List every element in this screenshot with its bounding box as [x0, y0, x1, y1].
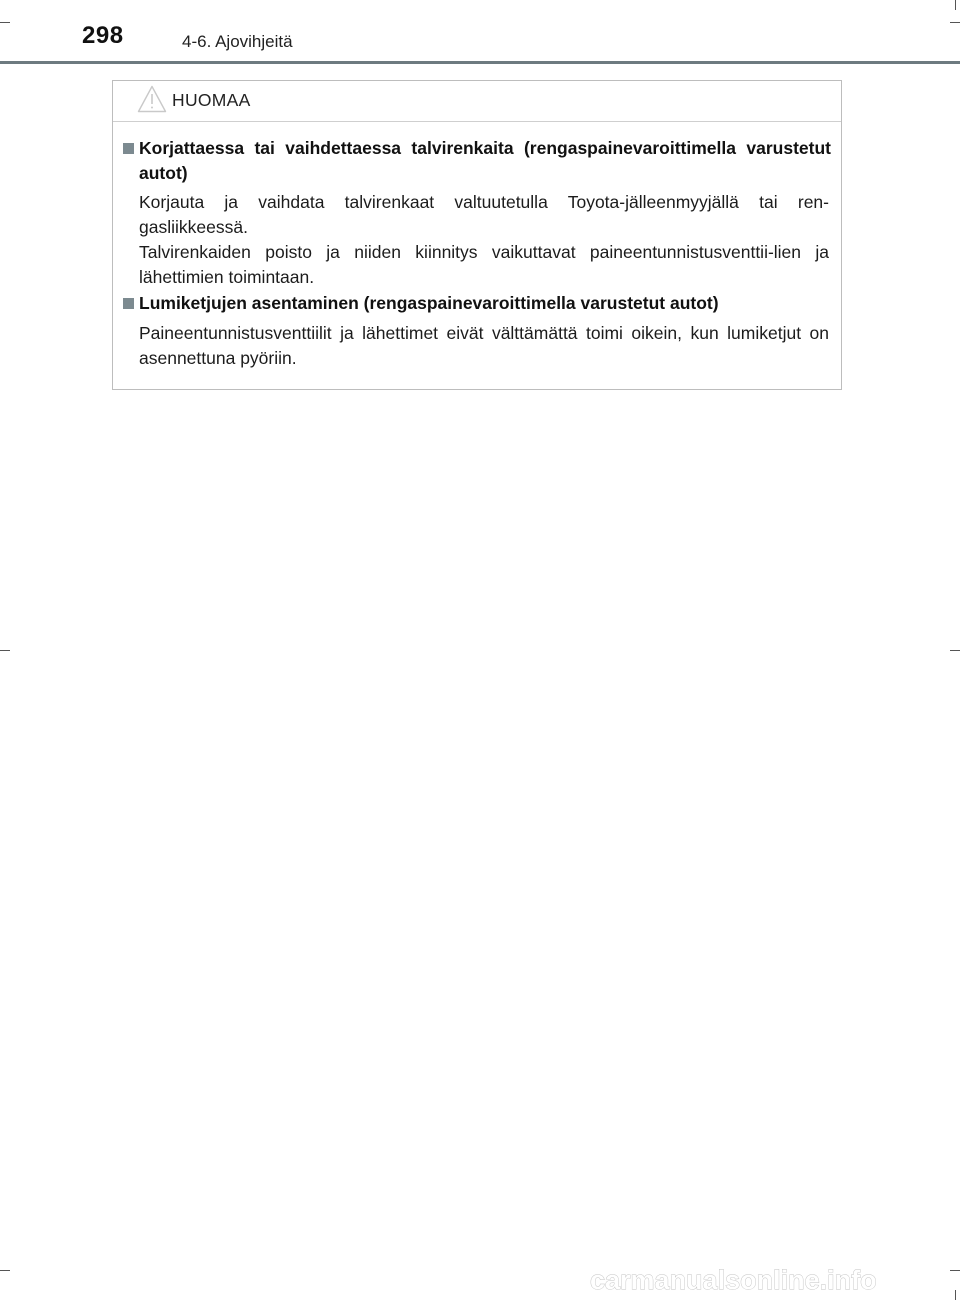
notice-box	[112, 80, 842, 390]
item-body: Paineentunnistusventtiilit ja lähettimet eivät välttämättä toimi oikein, kun lumiketjut on asennettuna pyöriin.	[139, 323, 829, 368]
square-bullet-icon	[123, 143, 134, 154]
crop-mark	[955, 1290, 956, 1300]
crop-mark	[0, 1270, 10, 1271]
header-rule	[0, 61, 960, 64]
watermark-text: carmanualsonline.info	[590, 1265, 877, 1295]
notice-label: HUOMAA	[172, 90, 251, 110]
crop-mark	[0, 650, 10, 651]
watermark	[590, 1262, 955, 1298]
item-heading: Lumiketjujen asentaminen (rengaspainevaroittimella varustetut autot)	[139, 293, 719, 313]
notice-divider	[113, 121, 841, 122]
page-number: 298	[82, 22, 124, 49]
crop-mark	[950, 650, 960, 651]
item-heading: Korjattaessa tai vaihdettaessa talvirenkaita (rengaspainevaroittimella varustetut autot)	[139, 138, 831, 183]
warning-triangle-icon	[137, 85, 167, 113]
page-header	[0, 0, 960, 66]
notice-header	[113, 81, 841, 121]
square-bullet-icon	[123, 298, 134, 309]
item-body: Korjauta ja vaihdata talvirenkaat valtuutetulla Toyota-jälleenmyyjällä tai ren-gasliikkeessä. Talvirenkaiden poisto ja niiden kiinnitys vaikuttavat paineentunnistusventtii-lien ja lähettimien toimintaan.	[139, 192, 829, 287]
section-title: 4-6. Ajovihjeitä	[182, 32, 293, 51]
